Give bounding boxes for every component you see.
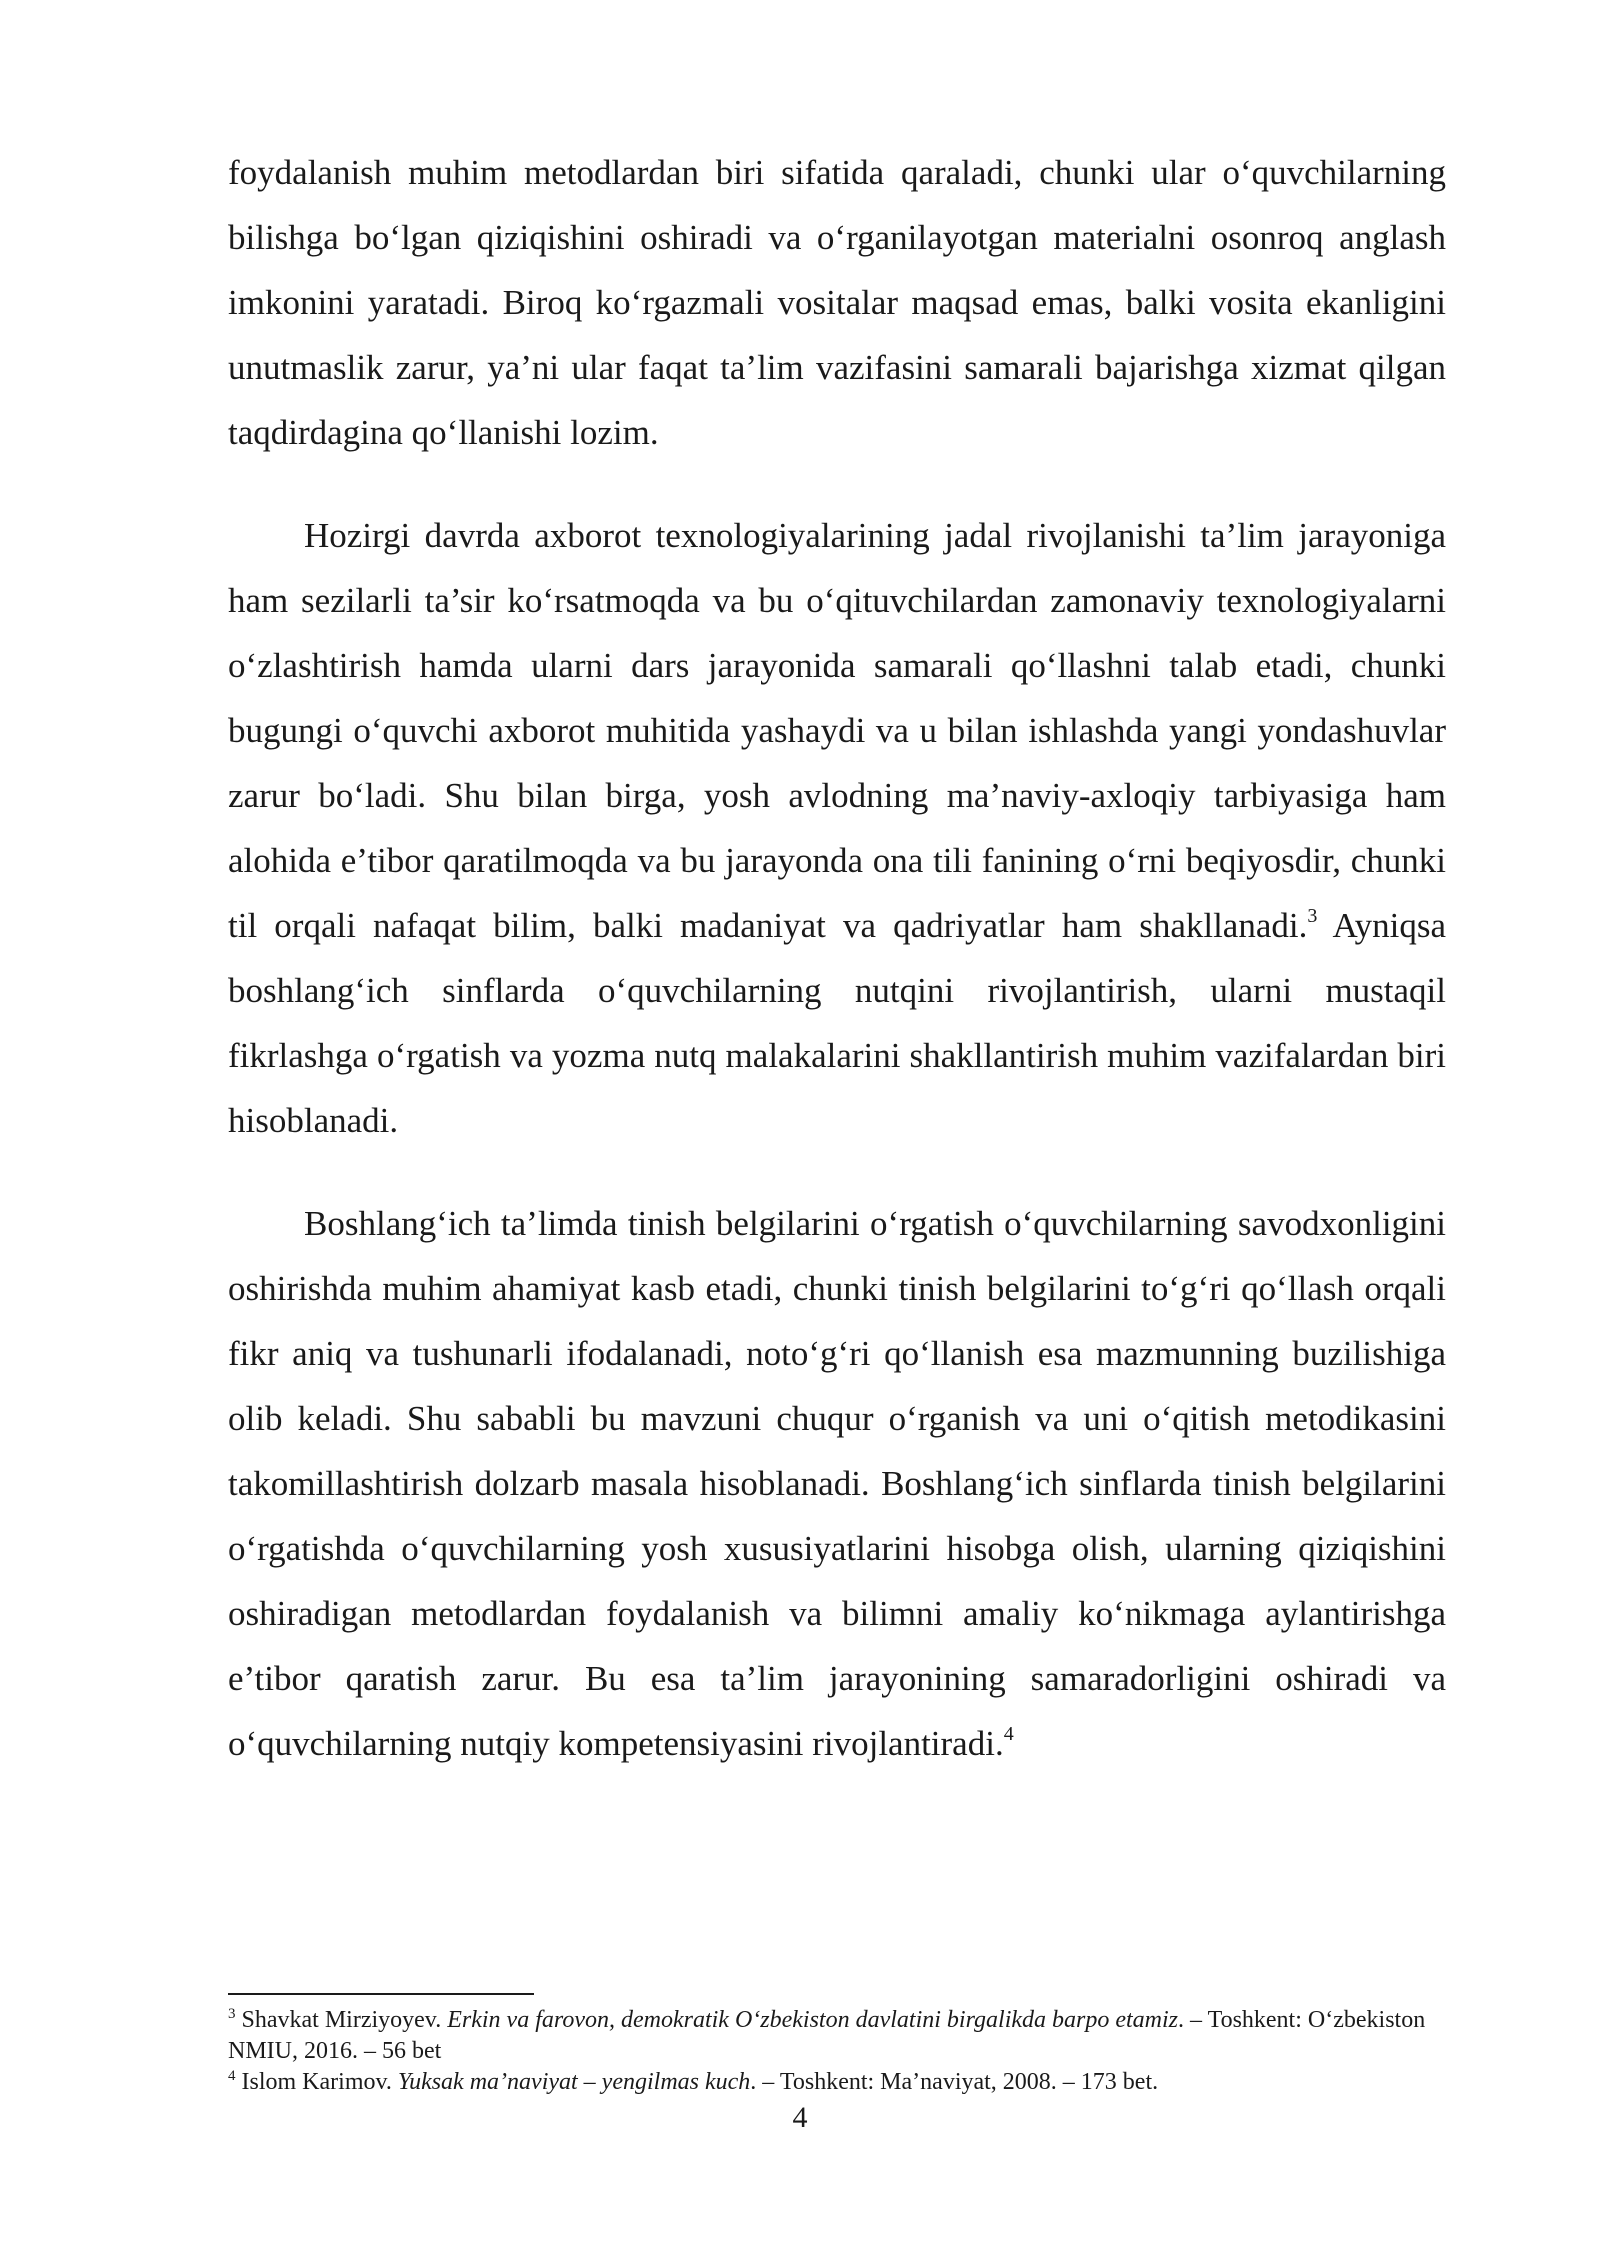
footnote-ref-4[interactable]: 4: [1003, 1723, 1014, 1746]
footnote-number: 4: [228, 2068, 236, 2084]
footnote-4: [228, 2067, 1446, 2098]
paragraph-1: [228, 140, 1446, 465]
footnotes: [228, 1993, 1446, 2098]
footnote-number: 3: [228, 2006, 236, 2022]
paragraph-3: [228, 1191, 1446, 1776]
footnote-ref-3[interactable]: 3: [1307, 905, 1318, 928]
paragraph-3-text: Boshlangʻich ta’limda tinish belgilarini oʻrgatish oʻquvchilarning savodxonligini oshirishda muhim ahamiyat kasb etadi, chunki tinish belgilarini toʻgʻri qoʻllash orqali fikr aniq va tushunarli ifodalanadi, notoʻgʻri qoʻllanish esa mazmunning buzilishiga olib keladi. Shu sababli bu mavzuni chuqur oʻrganish va uni oʻqitish metodikasini takomillashtirish dolzarb masala hisoblanadi. Boshlangʻich sinflarda tinish belgilarini oʻrgatishda oʻquvchilarning yosh xususiyatlarini hisobga olish, ularning qiziqishini oshiradigan metodlardan foydalanish va bilimni amaliy koʻnikmaga aylantirishga e’tibor qaratish zarur. Bu esa ta’lim jarayonining samaradorligini oshiradi va oʻquvchilarning nutqiy kompetensiyasini rivojlantiradi.: [228, 1204, 1446, 1763]
footnote-3: [228, 2005, 1446, 2067]
footnote-title: Erkin va farovon, demokratik Oʻzbekiston davlatini birgalikda barpo etamiz: [447, 2007, 1179, 2033]
footnote-separator: [228, 1993, 534, 1995]
page-number: 4: [792, 2101, 808, 2134]
footnote-title: Yuksak ma’naviyat – yengilmas kuch: [397, 2069, 751, 2095]
paragraph-2-text-after: Ayniqsa boshlangʻich sinflarda oʻquvchilarning nutqini rivojlantirish, ularni mustaqil fikrlashga oʻrgatish va yozma nutq malakalarini shakllantirish muhim vazifalardan biri hisoblanadi.: [228, 906, 1446, 1140]
paragraph-2-text-before: Hozirgi davrda axborot texnologiyalarining jadal rivojlanishi ta’lim jarayoniga ham sezilarli ta’sir koʻrsatmoqda va bu oʻqituvchilardan zamonaviy texnologiyalarni oʻzlashtirish hamda ularni dars jarayonida samarali qoʻllashni talab etadi, chunki bugungi oʻquvchi axborot muhitida yashaydi va u bilan ishlashda yangi yondashuvlar zarur boʻladi. Shu bilan birga, yosh avlodning ma’naviy-axloqiy tarbiyasiga ham alohida e’tibor qaratilmoqda va bu jarayonda ona tili fanining oʻrni beqiyosdir, chunki til orqali nafaqat bilim, balki madaniyat va qadriyatlar ham shakllanadi.: [228, 516, 1446, 945]
body-text: [228, 140, 1446, 1814]
footnote-publication: . – Toshkent: Oʻzbekiston NMIU, 2016. – 56 bet: [228, 2007, 1426, 2064]
paragraph-1-text: foydalanish muhim metodlardan biri sifatida qaraladi, chunki ular oʻquvchilarning bilishga boʻlgan qiziqishini oshiradi va oʻrganilayotgan materialni osonroq anglash imkonini yaratadi. Biroq koʻrgazmali vositalar maqsad emas, balki vosita ekanligini unutmaslik zarur, ya’ni ular faqat ta’lim vazifasini samarali bajarishga xizmat qilgan taqdirdagina qoʻllanishi lozim.: [228, 153, 1446, 452]
footnote-publication: . – Toshkent: Ma’naviyat, 2008. – 173 bet.: [750, 2069, 1159, 2095]
paragraph-2: [228, 503, 1446, 1153]
footnote-author: Shavkat Mirziyoyev.: [235, 2007, 448, 2033]
footnote-author: Islom Karimov.: [235, 2069, 398, 2095]
